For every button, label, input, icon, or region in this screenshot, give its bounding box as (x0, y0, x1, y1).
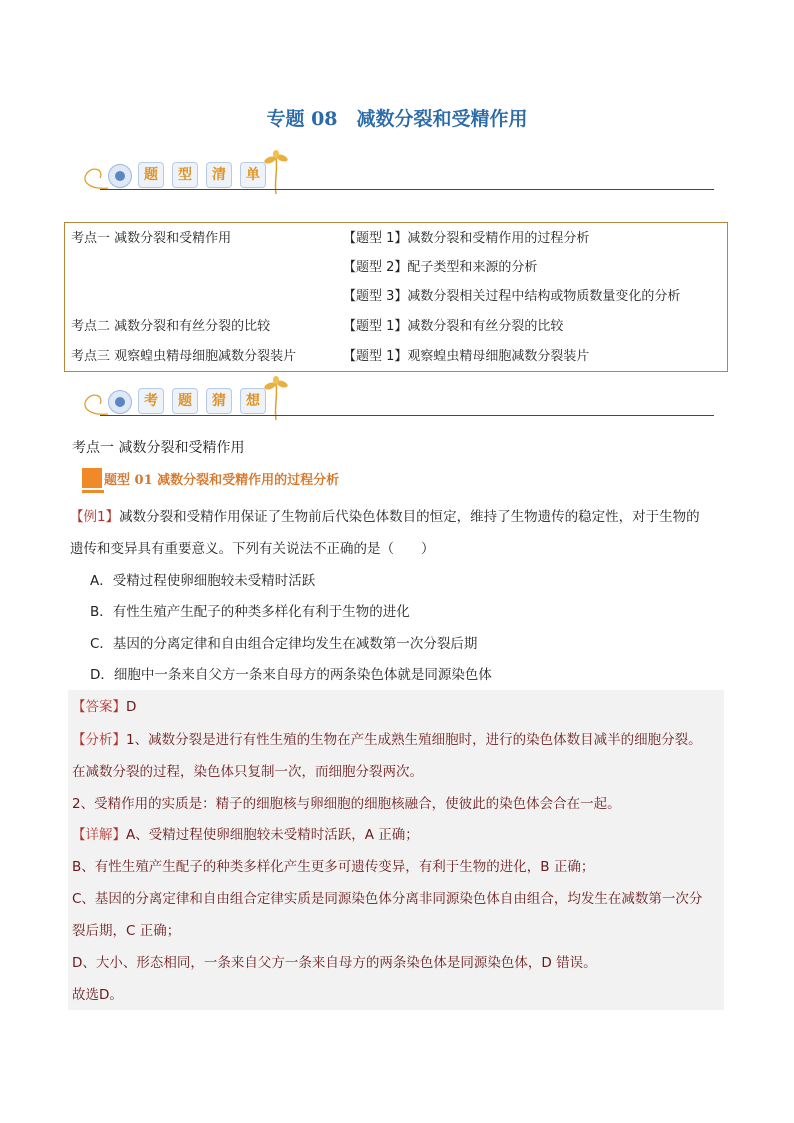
overview-row: 考点一 减数分裂和受精作用 【题型 1】减数分裂和受精作用的过程分析 (71, 231, 590, 246)
banner-char: 题 (172, 388, 198, 414)
example-question-line: 【例1】减数分裂和受精作用保证了生物前后代染色体数目的恒定，维持了生物遗传的稳定性，对于生物的 (70, 509, 700, 525)
banner-char: 单 (240, 162, 266, 188)
detail-line: B、有性生殖产生配子的种类多样化产生更多可遗传变异，有利于生物的进化，B 正确； (72, 859, 595, 875)
answer-line: 【答案】D (72, 699, 137, 715)
analysis-line: 在减数分裂的过程，染色体只复制一次，而细胞分裂两次。 (72, 764, 423, 780)
detail-line: C、基因的分离定律和自由组合定律实质是同源染色体分离非同源染色体自由组合，均发生在减数第一次分 (72, 891, 703, 907)
detail-line: 【详解】A、受精过程使卵细胞较未受精时活跃，A 正确； (72, 827, 419, 843)
overview-row: 考点二 减数分裂和有丝分裂的比较 【题型 1】减数分裂和有丝分裂的比较 (71, 319, 564, 334)
conclusion-line: 故选D。 (72, 987, 123, 1003)
detail-line: D、大小、形态相同，一条来自父方一条来自母方的两条染色体是同源染色体，D 错误。 (72, 955, 597, 971)
overview-row: 【题型 3】减数分裂相关过程中结构或物质数量变化的分析 (343, 289, 681, 304)
option-c: C．基因的分离定律和自由组合定律均发生在减数第一次分裂后期 (90, 636, 478, 652)
orange-square-icon (82, 468, 102, 488)
banner-char: 题 (138, 162, 164, 188)
example-question-line: 遗传和变异具有重要意义。下列有关说法不正确的是（ ） (70, 541, 435, 557)
overview-row: 考点三 观察蝗虫精母细胞减数分裂装片 【题型 1】观察蝗虫精母细胞减数分裂装片 (71, 349, 590, 364)
tixing-badge: 题型 01 减数分裂和受精作用的过程分析 (82, 466, 532, 496)
page-title: 专题 08 减数分裂和受精作用 (266, 108, 528, 130)
banner-char: 清 (206, 162, 232, 188)
option-b: B．有性生殖产生配子的种类多样化有利于生物的进化 (90, 604, 410, 620)
overview-row: 【题型 2】配子类型和来源的分析 (343, 260, 538, 275)
bullet-circle-icon (108, 390, 132, 414)
analysis-line: 【分析】1、减数分裂是进行有性生殖的生物在产生成熟生殖细胞时，进行的染色体数目减半的细胞分裂。 (72, 732, 702, 748)
overview-table (64, 222, 728, 372)
detail-line: 裂后期，C 正确； (72, 923, 181, 939)
banner-char: 猜 (206, 388, 232, 414)
banner-char: 考 (138, 388, 164, 414)
section-banner-exam-guess (78, 376, 714, 428)
section-banner-question-list (78, 150, 714, 202)
kaodian-heading: 考点一 减数分裂和受精作用 (72, 440, 245, 456)
analysis-line: 2、受精作用的实质是：精子的细胞核与卵细胞的细胞核融合，使彼此的染色体会合在一起。 (72, 796, 621, 812)
banner-char: 想 (240, 388, 266, 414)
option-d: D．细胞中一条来自父方一条来自母方的两条染色体就是同源染色体 (90, 667, 492, 683)
banner-char: 型 (172, 162, 198, 188)
option-a: A．受精过程使卵细胞较未受精时活跃 (90, 573, 316, 589)
bullet-circle-icon (108, 164, 132, 188)
